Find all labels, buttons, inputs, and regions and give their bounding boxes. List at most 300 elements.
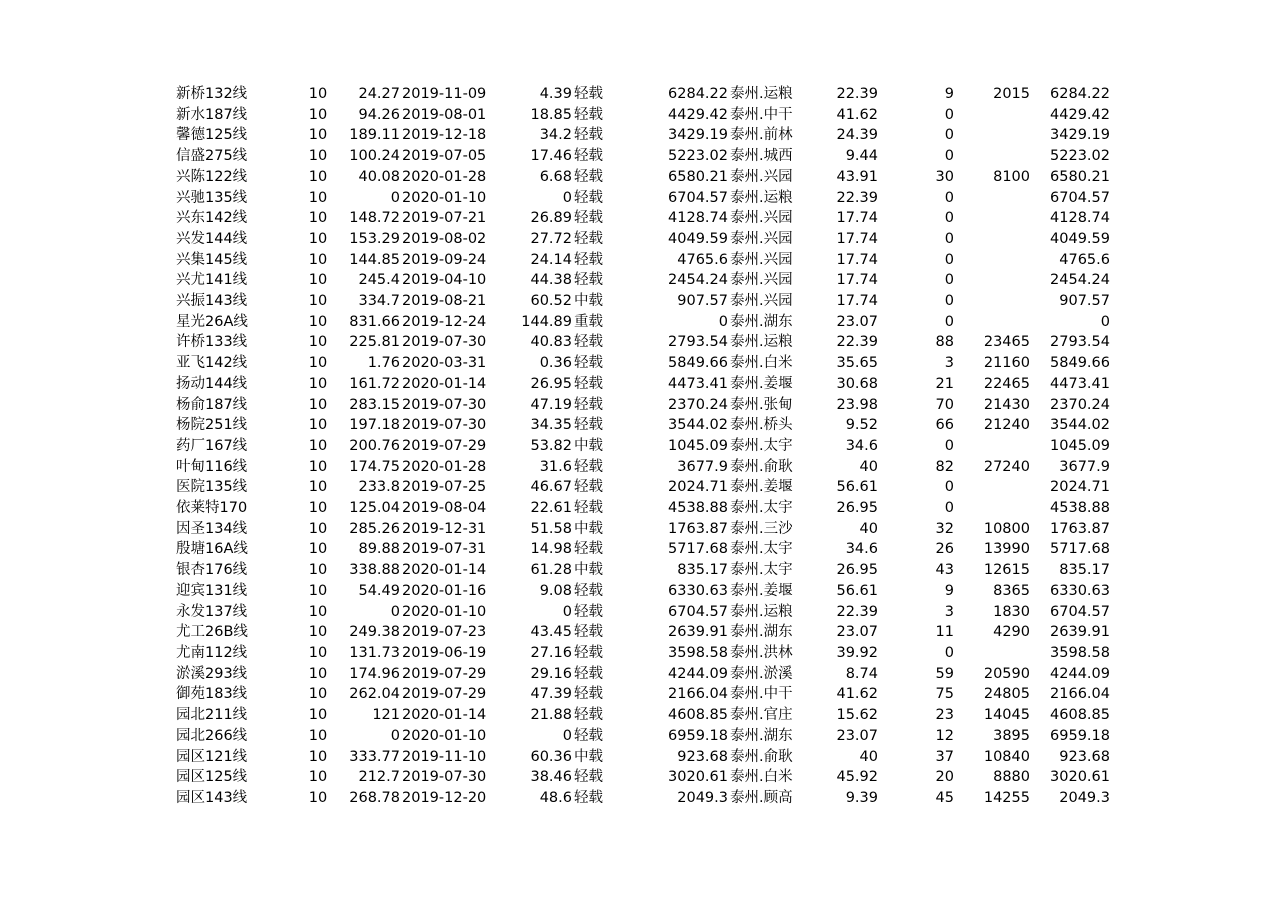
cell-metric: 23.07 bbox=[836, 727, 878, 744]
cell-load-rate: 24.14 bbox=[530, 251, 572, 268]
cell-voltage: 10 bbox=[308, 727, 328, 744]
cell-load-rate: 21.88 bbox=[530, 707, 572, 724]
cell-users bbox=[954, 125, 1030, 146]
cell-capacity: 3429.19 bbox=[668, 127, 728, 144]
cell-date: 2019-08-02 bbox=[402, 230, 487, 247]
cell-load-value: 334.7 bbox=[358, 293, 400, 310]
cell-date: 2019-08-01 bbox=[402, 106, 487, 123]
cell-voltage: 10 bbox=[308, 375, 328, 392]
cell-load-status: 中载 bbox=[574, 562, 603, 579]
table-row bbox=[176, 705, 1110, 726]
cell-load-status: 轻载 bbox=[574, 603, 603, 620]
table-row bbox=[176, 250, 1110, 271]
cell-load-status: 轻载 bbox=[574, 686, 603, 703]
cell-date: 2020-01-14 bbox=[402, 707, 487, 724]
table-row bbox=[176, 229, 1110, 250]
cell-capacity: 4244.09 bbox=[668, 665, 728, 682]
table-row bbox=[176, 84, 1110, 105]
cell-substation: 泰州.兴园 bbox=[730, 230, 793, 247]
cell-load-value: 283.15 bbox=[349, 396, 400, 413]
cell-count: 88 bbox=[935, 334, 954, 351]
cell-load-rate: 60.52 bbox=[530, 293, 572, 310]
cell-voltage: 10 bbox=[308, 437, 328, 454]
cell-substation: 泰州.白米 bbox=[730, 355, 793, 372]
cell-line-name: 迎宾131线 bbox=[176, 582, 248, 599]
cell-remaining: 4244.09 bbox=[1050, 665, 1110, 682]
cell-load-status: 轻载 bbox=[574, 210, 603, 227]
table-row bbox=[176, 477, 1110, 498]
cell-line-name: 兴尤141线 bbox=[176, 272, 248, 289]
cell-users: 24805 bbox=[983, 686, 1030, 703]
cell-remaining: 2049.3 bbox=[1059, 789, 1110, 806]
cell-remaining: 3544.02 bbox=[1050, 417, 1110, 434]
cell-count: 0 bbox=[944, 644, 954, 661]
cell-count: 82 bbox=[935, 458, 954, 475]
cell-load-rate: 26.89 bbox=[530, 210, 572, 227]
cell-substation: 泰州.俞耿 bbox=[730, 748, 793, 765]
cell-metric: 34.6 bbox=[845, 541, 878, 558]
cell-voltage: 10 bbox=[308, 189, 328, 206]
cell-users: 10840 bbox=[983, 748, 1030, 765]
cell-load-rate: 0 bbox=[562, 603, 572, 620]
cell-line-name: 信盛275线 bbox=[176, 148, 248, 165]
cell-date: 2019-08-04 bbox=[402, 500, 487, 517]
cell-metric: 9.39 bbox=[845, 789, 878, 806]
cell-remaining: 3677.9 bbox=[1059, 458, 1110, 475]
cell-load-status: 轻载 bbox=[574, 789, 603, 806]
cell-users bbox=[954, 436, 1030, 457]
table-row bbox=[176, 105, 1110, 126]
cell-load-rate: 43.45 bbox=[530, 624, 572, 641]
cell-load-value: 212.7 bbox=[358, 769, 400, 786]
cell-voltage: 10 bbox=[308, 148, 328, 165]
cell-line-name: 杨院251线 bbox=[176, 417, 248, 434]
cell-load-status: 轻载 bbox=[574, 644, 603, 661]
cell-count: 37 bbox=[935, 748, 954, 765]
cell-remaining: 2639.91 bbox=[1050, 624, 1110, 641]
cell-metric: 26.95 bbox=[836, 562, 878, 579]
cell-voltage: 10 bbox=[308, 500, 328, 517]
cell-metric: 23.07 bbox=[836, 624, 878, 641]
cell-load-status: 轻载 bbox=[574, 375, 603, 392]
cell-remaining: 5717.68 bbox=[1050, 541, 1110, 558]
cell-load-status: 轻载 bbox=[574, 541, 603, 558]
cell-users: 3895 bbox=[993, 727, 1030, 744]
cell-line-name: 药厂167线 bbox=[176, 437, 248, 454]
cell-metric: 35.65 bbox=[836, 355, 878, 372]
cell-date: 2020-03-31 bbox=[402, 355, 487, 372]
cell-load-value: 200.76 bbox=[349, 437, 400, 454]
table-row bbox=[176, 332, 1110, 353]
table-row bbox=[176, 560, 1110, 581]
table-row bbox=[176, 498, 1110, 519]
table-row bbox=[176, 747, 1110, 768]
cell-users bbox=[954, 643, 1030, 664]
cell-load-status: 轻载 bbox=[574, 355, 603, 372]
cell-load-rate: 40.83 bbox=[530, 334, 572, 351]
cell-load-value: 245.4 bbox=[358, 272, 400, 289]
cell-metric: 22.39 bbox=[836, 86, 878, 102]
cell-date: 2019-04-10 bbox=[402, 272, 487, 289]
cell-load-value: 831.66 bbox=[349, 313, 400, 330]
cell-substation: 泰州.太宇 bbox=[730, 500, 793, 517]
cell-load-value: 233.8 bbox=[358, 479, 400, 496]
cell-users bbox=[954, 498, 1030, 519]
table-row bbox=[176, 457, 1110, 478]
cell-metric: 8.74 bbox=[845, 665, 878, 682]
cell-date: 2020-01-10 bbox=[402, 603, 487, 620]
cell-substation: 泰州.运粮 bbox=[730, 189, 793, 206]
cell-load-status: 轻载 bbox=[574, 230, 603, 247]
cell-substation: 泰州.湖东 bbox=[730, 727, 793, 744]
cell-date: 2019-07-31 bbox=[402, 541, 487, 558]
table-row bbox=[176, 788, 1110, 809]
cell-voltage: 10 bbox=[308, 251, 328, 268]
cell-voltage: 10 bbox=[308, 686, 328, 703]
cell-remaining: 2454.24 bbox=[1050, 272, 1110, 289]
cell-load-status: 轻载 bbox=[574, 727, 603, 744]
cell-capacity: 6704.57 bbox=[668, 603, 728, 620]
cell-remaining: 6704.57 bbox=[1050, 189, 1110, 206]
cell-load-status: 轻载 bbox=[574, 624, 603, 641]
cell-voltage: 10 bbox=[308, 106, 328, 123]
cell-substation: 泰州.顾高 bbox=[730, 789, 793, 806]
cell-users: 20590 bbox=[983, 665, 1030, 682]
cell-remaining: 2166.04 bbox=[1050, 686, 1110, 703]
cell-capacity: 2370.24 bbox=[668, 396, 728, 413]
cell-line-name: 淤溪293线 bbox=[176, 665, 248, 682]
cell-load-rate: 48.6 bbox=[539, 789, 572, 806]
cell-users bbox=[954, 312, 1030, 333]
cell-date: 2019-07-30 bbox=[402, 396, 487, 413]
cell-load-value: 89.88 bbox=[358, 541, 400, 558]
cell-line-name: 杨俞187线 bbox=[176, 396, 248, 413]
cell-voltage: 10 bbox=[308, 458, 328, 475]
cell-load-value: 148.72 bbox=[349, 210, 400, 227]
cell-remaining: 1045.09 bbox=[1050, 437, 1110, 454]
cell-remaining: 4538.88 bbox=[1050, 500, 1110, 517]
cell-count: 0 bbox=[944, 313, 954, 330]
cell-capacity: 1763.87 bbox=[668, 520, 728, 537]
cell-line-name: 兴驰135线 bbox=[176, 189, 248, 206]
cell-metric: 23.07 bbox=[836, 313, 878, 330]
cell-date: 2019-09-24 bbox=[402, 251, 487, 268]
cell-voltage: 10 bbox=[308, 168, 328, 185]
cell-load-rate: 22.61 bbox=[530, 500, 572, 517]
cell-count: 3 bbox=[944, 355, 954, 372]
cell-load-rate: 51.58 bbox=[530, 520, 572, 537]
cell-remaining: 0 bbox=[1100, 313, 1110, 330]
cell-load-rate: 0 bbox=[562, 189, 572, 206]
cell-load-rate: 38.46 bbox=[530, 769, 572, 786]
cell-count: 0 bbox=[944, 437, 954, 454]
cell-voltage: 10 bbox=[308, 355, 328, 372]
cell-remaining: 1763.87 bbox=[1050, 520, 1110, 537]
table-row bbox=[176, 395, 1110, 416]
cell-metric: 39.92 bbox=[836, 644, 878, 661]
cell-load-rate: 0 bbox=[562, 727, 572, 744]
cell-remaining: 5849.66 bbox=[1050, 355, 1110, 372]
cell-date: 2019-07-25 bbox=[402, 479, 487, 496]
cell-remaining: 2370.24 bbox=[1050, 396, 1110, 413]
cell-line-name: 兴发144线 bbox=[176, 230, 248, 247]
cell-count: 0 bbox=[944, 479, 954, 496]
cell-count: 70 bbox=[935, 396, 954, 413]
cell-load-rate: 6.68 bbox=[539, 168, 572, 185]
cell-substation: 泰州.张甸 bbox=[730, 396, 793, 413]
cell-capacity: 4128.74 bbox=[668, 210, 728, 227]
cell-count: 0 bbox=[944, 148, 954, 165]
cell-capacity: 2793.54 bbox=[668, 334, 728, 351]
cell-count: 75 bbox=[935, 686, 954, 703]
table-row bbox=[176, 291, 1110, 312]
cell-capacity: 2049.3 bbox=[677, 789, 728, 806]
cell-users: 2015 bbox=[993, 86, 1030, 102]
cell-count: 0 bbox=[944, 230, 954, 247]
cell-line-name: 星光26A线 bbox=[176, 313, 248, 330]
cell-load-status: 轻载 bbox=[574, 769, 603, 786]
cell-load-status: 轻载 bbox=[574, 500, 603, 517]
cell-load-status: 轻载 bbox=[574, 251, 603, 268]
cell-users bbox=[954, 250, 1030, 271]
table-row bbox=[176, 664, 1110, 685]
cell-line-name: 新桥132线 bbox=[176, 86, 248, 102]
cell-count: 9 bbox=[944, 582, 954, 599]
cell-load-status: 轻载 bbox=[574, 417, 603, 434]
cell-line-name: 亚飞142线 bbox=[176, 355, 248, 372]
cell-load-rate: 27.72 bbox=[530, 230, 572, 247]
cell-capacity: 907.57 bbox=[677, 293, 728, 310]
cell-line-name: 园区125线 bbox=[176, 769, 248, 786]
cell-substation: 泰州.兴园 bbox=[730, 293, 793, 310]
cell-metric: 45.92 bbox=[836, 769, 878, 786]
cell-load-rate: 29.16 bbox=[530, 665, 572, 682]
cell-substation: 泰州.俞耿 bbox=[730, 458, 793, 475]
cell-date: 2020-01-14 bbox=[402, 562, 487, 579]
cell-users: 8365 bbox=[993, 582, 1030, 599]
cell-line-name: 依莱特170 bbox=[176, 500, 248, 517]
cell-date: 2019-07-23 bbox=[402, 624, 487, 641]
cell-load-status: 轻载 bbox=[574, 148, 603, 165]
cell-substation: 泰州.兴园 bbox=[730, 210, 793, 227]
cell-count: 11 bbox=[935, 624, 954, 641]
cell-load-status: 轻载 bbox=[574, 272, 603, 289]
cell-substation: 泰州.兴园 bbox=[730, 168, 793, 185]
cell-substation: 泰州.中干 bbox=[730, 106, 793, 123]
cell-load-status: 轻载 bbox=[574, 189, 603, 206]
cell-load-status: 轻载 bbox=[574, 86, 603, 102]
cell-load-rate: 0.36 bbox=[539, 355, 572, 372]
table-row bbox=[176, 415, 1110, 436]
cell-date: 2019-07-29 bbox=[402, 437, 487, 454]
cell-load-rate: 27.16 bbox=[530, 644, 572, 661]
cell-load-value: 0 bbox=[390, 727, 400, 744]
cell-load-rate: 61.28 bbox=[530, 562, 572, 579]
cell-metric: 56.61 bbox=[836, 582, 878, 599]
data-table bbox=[176, 84, 1110, 809]
cell-date: 2019-07-29 bbox=[402, 665, 487, 682]
cell-load-rate: 47.39 bbox=[530, 686, 572, 703]
cell-load-status: 轻载 bbox=[574, 106, 603, 123]
cell-metric: 40 bbox=[859, 458, 878, 475]
cell-users: 8880 bbox=[993, 769, 1030, 786]
cell-load-value: 262.04 bbox=[349, 686, 400, 703]
cell-count: 32 bbox=[935, 520, 954, 537]
cell-users: 8100 bbox=[993, 168, 1030, 185]
cell-metric: 17.74 bbox=[836, 230, 878, 247]
cell-substation: 泰州.官庄 bbox=[730, 707, 793, 724]
cell-load-status: 中载 bbox=[574, 520, 603, 537]
cell-capacity: 4473.41 bbox=[668, 375, 728, 392]
cell-users: 14045 bbox=[983, 707, 1030, 724]
cell-metric: 9.44 bbox=[845, 148, 878, 165]
cell-load-value: 1.76 bbox=[367, 355, 400, 372]
cell-remaining: 3020.61 bbox=[1050, 769, 1110, 786]
cell-count: 0 bbox=[944, 127, 954, 144]
cell-remaining: 4473.41 bbox=[1050, 375, 1110, 392]
cell-users bbox=[954, 188, 1030, 209]
cell-capacity: 923.68 bbox=[677, 748, 728, 765]
cell-substation: 泰州.运粮 bbox=[730, 86, 793, 102]
cell-voltage: 10 bbox=[308, 769, 328, 786]
table-row bbox=[176, 519, 1110, 540]
cell-date: 2020-01-16 bbox=[402, 582, 487, 599]
table-row bbox=[176, 684, 1110, 705]
cell-load-status: 轻载 bbox=[574, 582, 603, 599]
cell-line-name: 兴东142线 bbox=[176, 210, 248, 227]
cell-load-rate: 18.85 bbox=[530, 106, 572, 123]
cell-users bbox=[954, 270, 1030, 291]
cell-load-value: 333.77 bbox=[349, 748, 400, 765]
cell-load-status: 轻载 bbox=[574, 458, 603, 475]
cell-line-name: 园区121线 bbox=[176, 748, 248, 765]
cell-load-value: 24.27 bbox=[358, 86, 400, 102]
cell-date: 2019-12-31 bbox=[402, 520, 487, 537]
cell-voltage: 10 bbox=[308, 603, 328, 620]
cell-line-name: 新水187线 bbox=[176, 106, 248, 123]
cell-substation: 泰州.城西 bbox=[730, 148, 793, 165]
cell-load-status: 轻载 bbox=[574, 396, 603, 413]
cell-remaining: 3429.19 bbox=[1050, 127, 1110, 144]
cell-metric: 34.6 bbox=[845, 437, 878, 454]
cell-capacity: 6959.18 bbox=[668, 727, 728, 744]
cell-count: 20 bbox=[935, 769, 954, 786]
cell-count: 26 bbox=[935, 541, 954, 558]
cell-voltage: 10 bbox=[308, 707, 328, 724]
cell-users: 12615 bbox=[983, 562, 1030, 579]
table-row bbox=[176, 436, 1110, 457]
cell-capacity: 6580.21 bbox=[668, 168, 728, 185]
cell-load-status: 重载 bbox=[574, 313, 603, 330]
cell-voltage: 10 bbox=[308, 748, 328, 765]
cell-count: 0 bbox=[944, 106, 954, 123]
cell-voltage: 10 bbox=[308, 624, 328, 641]
cell-substation: 泰州.白米 bbox=[730, 769, 793, 786]
cell-users bbox=[954, 229, 1030, 250]
table-row bbox=[176, 167, 1110, 188]
table-row bbox=[176, 374, 1110, 395]
cell-substation: 泰州.姜堰 bbox=[730, 582, 793, 599]
cell-count: 9 bbox=[944, 86, 954, 102]
cell-capacity: 6330.63 bbox=[668, 582, 728, 599]
cell-voltage: 10 bbox=[308, 210, 328, 227]
cell-voltage: 10 bbox=[308, 644, 328, 661]
table-row bbox=[176, 602, 1110, 623]
cell-metric: 17.74 bbox=[836, 210, 878, 227]
cell-metric: 30.68 bbox=[836, 375, 878, 392]
cell-line-name: 尤南112线 bbox=[176, 644, 248, 661]
cell-date: 2020-01-14 bbox=[402, 375, 487, 392]
table-row bbox=[176, 539, 1110, 560]
cell-voltage: 10 bbox=[308, 541, 328, 558]
cell-substation: 泰州.湖东 bbox=[730, 624, 793, 641]
cell-load-rate: 53.82 bbox=[530, 437, 572, 454]
cell-remaining: 4049.59 bbox=[1050, 230, 1110, 247]
cell-substation: 泰州.运粮 bbox=[730, 334, 793, 351]
cell-metric: 17.74 bbox=[836, 293, 878, 310]
cell-load-value: 121 bbox=[372, 707, 400, 724]
cell-count: 21 bbox=[935, 375, 954, 392]
cell-count: 0 bbox=[944, 210, 954, 227]
cell-load-value: 268.78 bbox=[349, 789, 400, 806]
cell-users: 4290 bbox=[993, 624, 1030, 641]
cell-load-rate: 34.2 bbox=[539, 127, 572, 144]
table-row bbox=[176, 622, 1110, 643]
cell-capacity: 2024.71 bbox=[668, 479, 728, 496]
cell-metric: 26.95 bbox=[836, 500, 878, 517]
cell-remaining: 2793.54 bbox=[1050, 334, 1110, 351]
cell-voltage: 10 bbox=[308, 127, 328, 144]
cell-metric: 40 bbox=[859, 520, 878, 537]
cell-metric: 17.74 bbox=[836, 251, 878, 268]
cell-load-status: 轻载 bbox=[574, 334, 603, 351]
cell-users: 14255 bbox=[983, 789, 1030, 806]
cell-metric: 41.62 bbox=[836, 686, 878, 703]
cell-load-value: 197.18 bbox=[349, 417, 400, 434]
cell-substation: 泰州.太宇 bbox=[730, 437, 793, 454]
table-row bbox=[176, 643, 1110, 664]
cell-line-name: 叶甸116线 bbox=[176, 458, 248, 475]
cell-load-rate: 47.19 bbox=[530, 396, 572, 413]
cell-line-name: 永发137线 bbox=[176, 603, 248, 620]
cell-substation: 泰州.前林 bbox=[730, 127, 793, 144]
cell-voltage: 10 bbox=[308, 293, 328, 310]
cell-count: 0 bbox=[944, 272, 954, 289]
cell-remaining: 6284.22 bbox=[1050, 86, 1110, 102]
cell-line-name: 扬动144线 bbox=[176, 375, 248, 392]
cell-substation: 泰州.兴园 bbox=[730, 272, 793, 289]
cell-users bbox=[954, 208, 1030, 229]
cell-date: 2019-06-19 bbox=[402, 644, 487, 661]
cell-voltage: 10 bbox=[308, 665, 328, 682]
cell-capacity: 3677.9 bbox=[677, 458, 728, 475]
cell-load-status: 轻载 bbox=[574, 665, 603, 682]
cell-voltage: 10 bbox=[308, 417, 328, 434]
cell-load-rate: 31.6 bbox=[539, 458, 572, 475]
cell-voltage: 10 bbox=[308, 562, 328, 579]
cell-capacity: 3020.61 bbox=[668, 769, 728, 786]
cell-load-status: 轻载 bbox=[574, 707, 603, 724]
cell-count: 0 bbox=[944, 500, 954, 517]
cell-load-value: 174.75 bbox=[349, 458, 400, 475]
cell-load-value: 153.29 bbox=[349, 230, 400, 247]
cell-line-name: 兴集145线 bbox=[176, 251, 248, 268]
cell-date: 2019-12-18 bbox=[402, 127, 487, 144]
cell-substation: 泰州.姜堰 bbox=[730, 479, 793, 496]
cell-load-status: 轻载 bbox=[574, 479, 603, 496]
cell-users bbox=[954, 105, 1030, 126]
cell-metric: 22.39 bbox=[836, 334, 878, 351]
